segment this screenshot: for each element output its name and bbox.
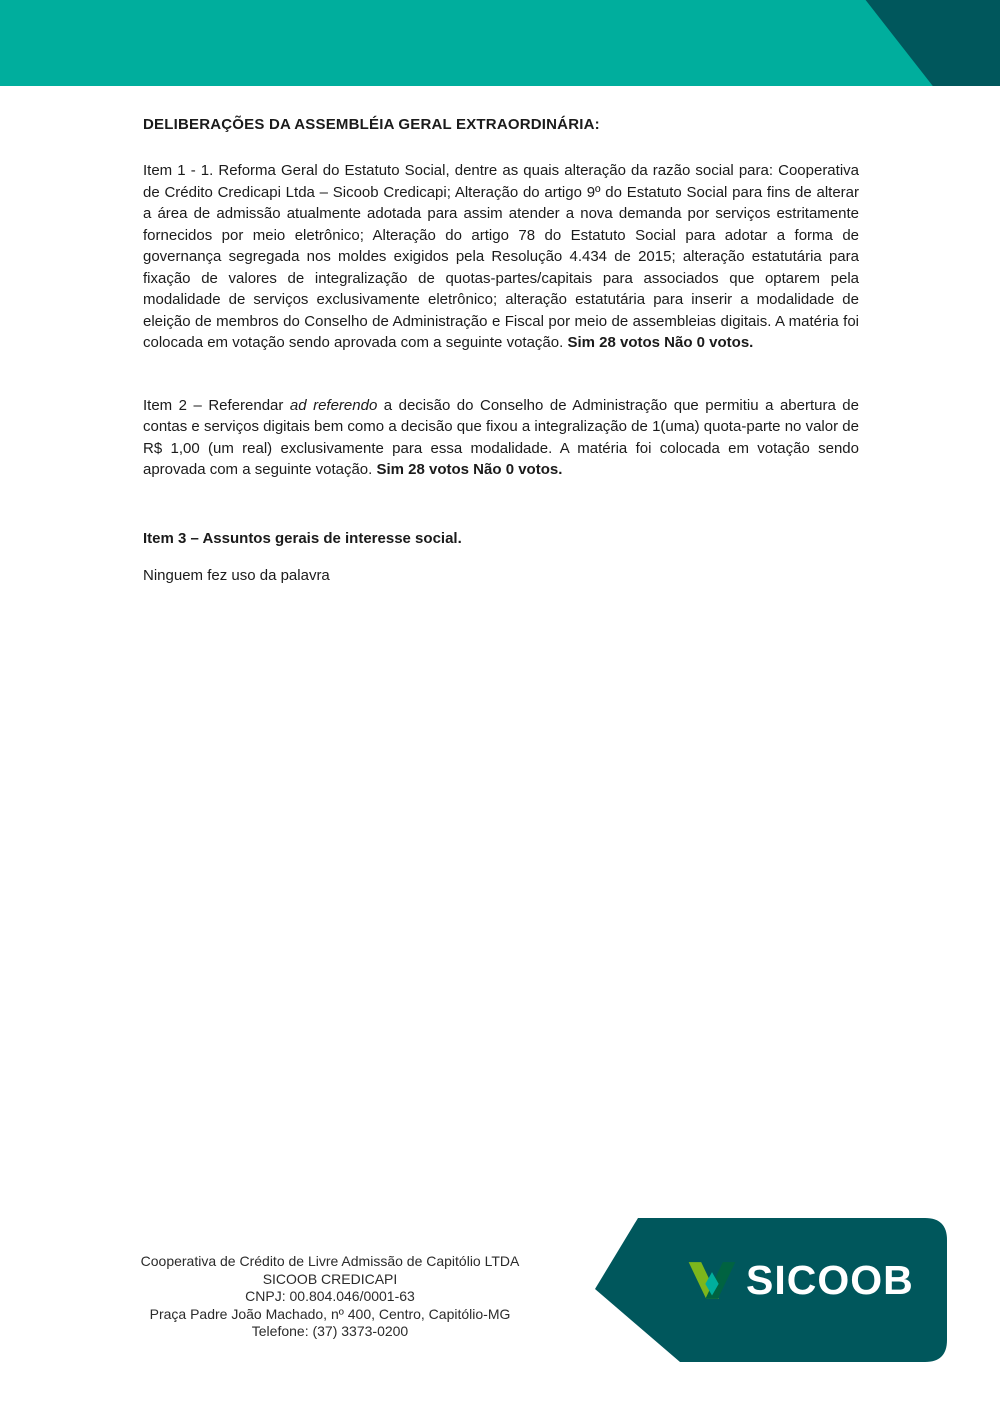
item1-paragraph [143, 160, 859, 354]
sicoob-chevron-icon [687, 1262, 737, 1299]
item2-prefix: Item 2 – Referendar [143, 396, 290, 414]
footer-line-address: Praça Padre João Machado, nº 400, Centro, Capitólio-MG [149, 1305, 511, 1322]
item2-text: a decisão do Conselho de Administração que permitiu a abertura de contas e serviços digitais bem como a decisão que fixou a integralização de 1(uma) quota-parte no valor de R$ 1,00 (um real) exclusivamente para essa modalidade. A matéria foi colocada em votação sendo aprovada com a seguinte votação. [143, 396, 859, 478]
item2-votes: Sim 28 votos Não 0 votos. [376, 461, 563, 478]
sicoob-footer-badge [595, 1218, 947, 1362]
item2-italic: ad referendo [289, 396, 378, 414]
item1-text: Item 1 - 1. Reforma Geral do Estatuto Social, dentre as quais alteração da razão social para: Cooperativa de Crédito Credicapi Ltda – Sicoob Credicapi; Alteração do artigo 9º do Estatuto Social para fins de alterar a área de admissão atualmente adotada para assim atender a nova demanda por serviços estritamente fornecidos por meio eletrônico; Alteração do artigo 78 do Estatuto Social para adotar a forma de governança segregada nos moldes exigidos pela Resolução 4.434 de 2015; alteração estatutária para fixação de valores de integralização de quotas-partes/capitais para associados que optarem pela modalidade de serviços exclusivamente eletrônico; alteração estatutária para inserir a modalidade de eleição de membros do Conselho de Administração e Fiscal por meio de assembleias digitais. A matéria foi colocada em votação sendo aprovada com a seguinte votação. [143, 162, 859, 351]
header-band [0, 0, 1000, 86]
footer-address-block [100, 1253, 560, 1341]
footer-line-phone: Telefone: (37) 3373-0200 [251, 1323, 409, 1339]
document-body [143, 116, 859, 587]
document-title: DELIBERAÇÕES DA ASSEMBLÉIA GERAL EXTRAORDINÁRIA: [143, 116, 600, 133]
footer-line-cnpj: CNPJ: 00.804.046/0001-63 [245, 1288, 415, 1304]
item2-paragraph [143, 395, 859, 481]
footer-line-brand: SICOOB CREDICAPI [262, 1270, 398, 1287]
item3-heading: Item 3 – Assuntos gerais de interesse social. [143, 529, 462, 547]
sicoob-logo-text: SICOOB [746, 1257, 914, 1303]
closing-line: Ninguem fez uso da palavra [143, 567, 330, 584]
header-corner-accent [840, 0, 1000, 86]
item1-votes: Sim 28 votos Não 0 votos. [567, 334, 754, 351]
footer-line-cooperative-name: Cooperativa de Crédito de Livre Admissão de Capitólio LTDA [140, 1253, 520, 1269]
sicoob-logo [687, 1257, 914, 1303]
